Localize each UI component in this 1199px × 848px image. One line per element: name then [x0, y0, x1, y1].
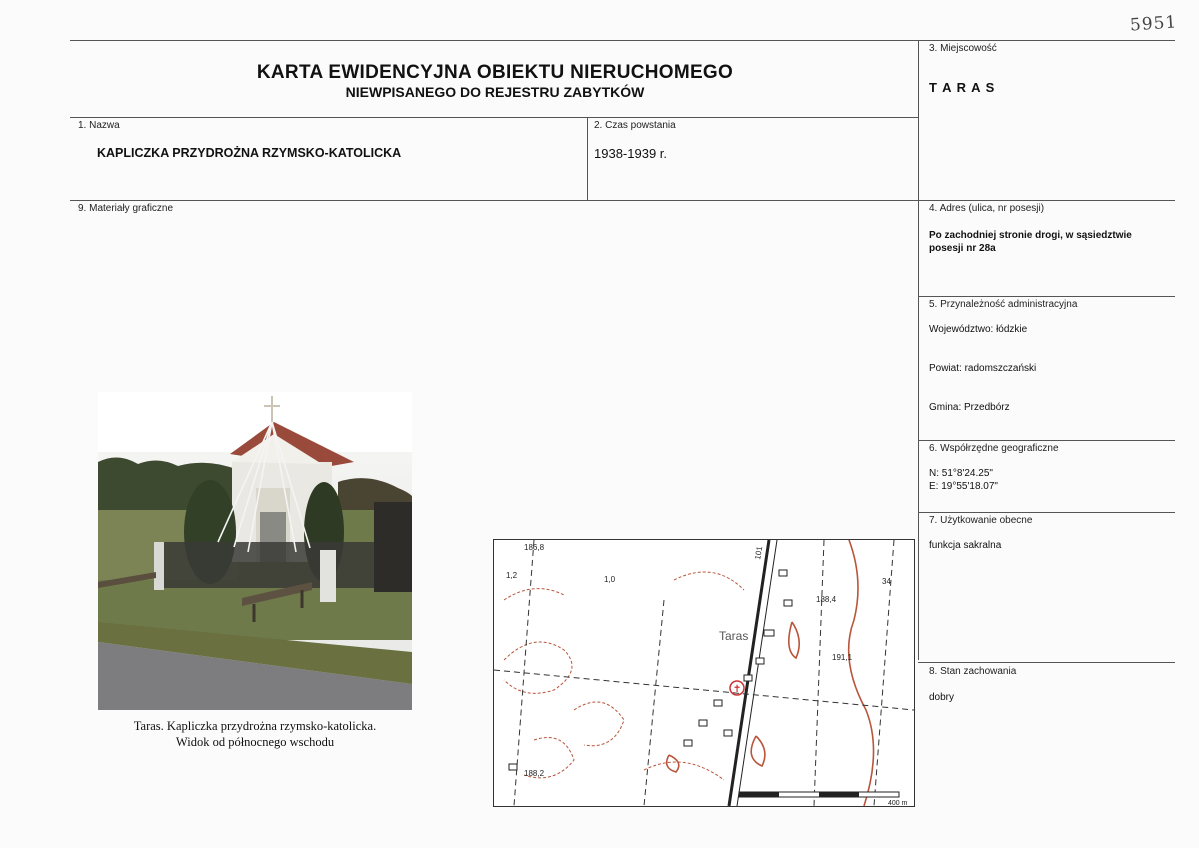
admin-label: 5. Przynależność administracyjna — [929, 299, 1078, 310]
svg-text:✝: ✝ — [733, 684, 742, 695]
address-value: Po zachodniej stronie drogi, w sąsiedztwie posesji nr 28a — [929, 230, 1132, 254]
map-label-7: 34 — [882, 577, 891, 586]
right-divider-7 — [918, 512, 1175, 513]
shrine-photo — [98, 392, 412, 710]
top-border — [70, 40, 1175, 41]
map-drawing — [494, 540, 914, 806]
latitude-value: N: 51°8'24.25" — [929, 468, 993, 479]
voivodeship-value: Województwo: łódzkie — [929, 324, 1028, 335]
photo-caption-line1: Taras. Kapliczka przydrożna rzymsko-katolicka. — [133, 719, 377, 733]
map-place-label: Taras — [719, 629, 749, 643]
topographic-map — [493, 539, 915, 807]
handwritten-number: 5951 — [1129, 12, 1178, 36]
usage-label: 7. Użytkowanie obecne — [929, 515, 1033, 526]
map-label-2: 1,0 — [604, 575, 616, 584]
right-divider-6 — [918, 440, 1175, 441]
map-label-6: 1,2 — [506, 571, 518, 580]
usage-value: funkcja sakralna — [929, 540, 1002, 551]
address-label: 4. Adres (ulica, nr posesji) — [929, 203, 1045, 214]
coords-label: 6. Współrzędne geograficzne — [929, 443, 1059, 454]
name-date-divider — [587, 117, 588, 200]
date-value: 1938-1939 r. — [594, 146, 668, 161]
county-value: Powiat: radomszczański — [929, 363, 1037, 374]
map-label-3: 188,4 — [816, 595, 837, 604]
map-scale-label: 400 m — [888, 800, 908, 806]
graphics-label: 9. Materiały graficzne — [78, 203, 174, 214]
card-title: KARTA EWIDENCYJNA OBIEKTU NIERUCHOMEGO — [256, 62, 734, 83]
condition-label: 8. Stan zachowania — [929, 666, 1017, 677]
card-subtitle: NIEWPISANEGO DO REJESTRU ZABYTKÓW — [345, 84, 645, 100]
map-label-1: 186,8 — [524, 543, 545, 552]
name-value: KAPLICZKA PRZYDROŻNA RZYMSKO-KATOLICKA — [97, 146, 402, 160]
locality-label: 3. Miejscowość — [929, 43, 997, 54]
photo-caption — [98, 718, 412, 750]
map-label-5: 188,2 — [524, 769, 545, 778]
condition-value: dobry — [929, 692, 955, 703]
row-divider-2 — [70, 200, 1175, 201]
row-divider-1 — [70, 117, 918, 118]
map-label-4: 191,1 — [832, 653, 853, 662]
right-column-divider — [918, 40, 919, 660]
name-label: 1. Nazwa — [78, 120, 120, 131]
photo-caption-line2: Widok od północnego wschodu — [175, 735, 335, 749]
commune-value: Gmina: Przedbórz — [929, 402, 1010, 413]
map-label-8: 101 — [753, 545, 765, 561]
right-divider-5 — [918, 296, 1175, 297]
longitude-value: E: 19°55'18.07" — [929, 481, 998, 492]
locality-value: T A R A S — [929, 80, 996, 95]
date-label: 2. Czas powstania — [594, 120, 676, 131]
right-divider-8 — [918, 662, 1175, 663]
